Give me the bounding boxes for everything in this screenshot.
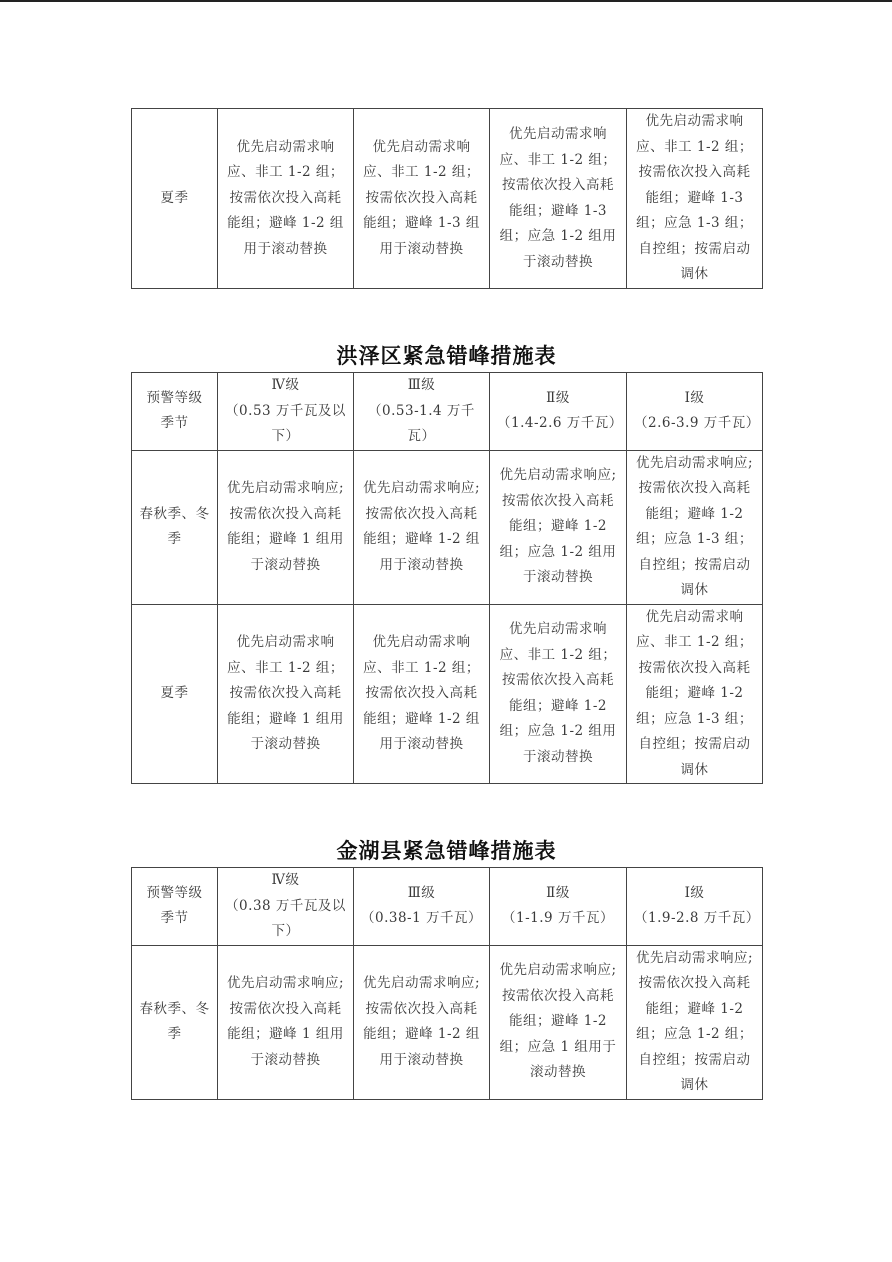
level-range: （0.38-1 万千瓦） <box>361 910 483 927</box>
level-range: （1.9-2.8 万千瓦） <box>634 910 760 927</box>
measure-cell-level-2: 优先启动需求响应、非工 1-2 组；按需依次投入高耗能组；避峰 1-2 组；应急 1-2 组用于滚动替换 <box>490 604 627 784</box>
level-header-cell <box>490 373 627 451</box>
level-range: （1.4-2.6 万千瓦） <box>497 415 623 432</box>
measure-cell-level-2: 优先启动需求响应;按需依次投入高耗能组；避峰 1-2 组；应急 1 组用于滚动替换 <box>490 945 627 1099</box>
level-range: （1-1.9 万千瓦） <box>502 910 614 927</box>
table-continued-summer <box>131 108 763 289</box>
level-header-cell <box>218 868 354 946</box>
section-title-hongze: 洪泽区紧急错峰措施表 <box>336 343 557 368</box>
corner-header-season-label: 季节 <box>160 910 189 927</box>
level-header-cell <box>627 373 763 451</box>
level-range: （0.53-1.4 万千瓦） <box>368 402 475 444</box>
season-cell: 夏季 <box>132 604 218 784</box>
measure-cell-level-3: 优先启动需求响应;按需依次投入高耗能组；避峰 1-2 组用于滚动替换 <box>354 945 490 1099</box>
section-title-jinhu: 金湖县紧急错峰措施表 <box>336 838 557 863</box>
corner-header-level-label: 预警等级 <box>146 884 203 901</box>
level-header-cell <box>354 868 490 946</box>
level-name: Ⅱ级 <box>546 884 570 901</box>
measure-cell-level-1: 优先启动需求响应、非工 1-2 组；按需依次投入高耗能组；避峰 1-3 组；应急 1-3 组；自控组；按需启动调休 <box>627 109 763 289</box>
corner-header-season-label: 季节 <box>160 415 189 432</box>
table-row <box>132 450 763 604</box>
measure-cell-level-4: 优先启动需求响应;按需依次投入高耗能组；避峰 1 组用于滚动替换 <box>218 450 354 604</box>
corner-header-cell <box>132 373 218 451</box>
level-range: （0.38 万千瓦及以下） <box>225 897 346 939</box>
measure-cell-level-4: 优先启动需求响应、非工 1-2 组；按需依次投入高耗能组；避峰 1-2 组用于滚动替换 <box>218 109 354 289</box>
measure-cell-level-1: 优先启动需求响应;按需依次投入高耗能组；避峰 1-2 组；应急 1-2 组；自控组；按需启动调休 <box>627 945 763 1099</box>
season-cell: 春秋季、冬季 <box>132 945 218 1099</box>
level-header-cell <box>490 868 627 946</box>
measure-cell-level-2: 优先启动需求响应、非工 1-2 组；按需依次投入高耗能组；避峰 1-3 组；应急 1-2 组用于滚动替换 <box>490 109 627 289</box>
level-header-cell <box>627 868 763 946</box>
measure-cell-level-3: 优先启动需求响应、非工 1-2 组；按需依次投入高耗能组；避峰 1-2 组用于滚动替换 <box>354 604 490 784</box>
level-name: Ⅳ级 <box>271 377 300 393</box>
level-name: Ⅱ级 <box>546 389 570 406</box>
level-name: Ⅲ级 <box>407 884 436 901</box>
measure-cell-level-1: 优先启动需求响应;按需依次投入高耗能组；避峰 1-2 组；应急 1-3 组；自控组；按需启动调休 <box>627 450 763 604</box>
corner-header-level-label: 预警等级 <box>146 389 203 406</box>
level-header-cell <box>218 373 354 451</box>
table-hongze <box>131 372 763 784</box>
table-jinhu <box>131 867 763 1100</box>
table-row <box>132 945 763 1099</box>
season-cell: 春秋季、冬季 <box>132 450 218 604</box>
level-range: （0.53 万千瓦及以下） <box>225 402 346 444</box>
table-header-row <box>132 868 763 946</box>
table-row <box>132 109 763 289</box>
measure-cell-level-2: 优先启动需求响应;按需依次投入高耗能组；避峰 1-2 组；应急 1-2 组用于滚动替换 <box>490 450 627 604</box>
measure-cell-level-4: 优先启动需求响应;按需依次投入高耗能组；避峰 1 组用于滚动替换 <box>218 945 354 1099</box>
table-row <box>132 604 763 784</box>
level-name: Ⅲ级 <box>407 377 436 393</box>
corner-header-cell <box>132 868 218 946</box>
page-top-border <box>0 0 892 2</box>
level-name: Ⅰ级 <box>684 884 705 901</box>
season-cell: 夏季 <box>132 109 218 289</box>
measure-cell-level-3: 优先启动需求响应、非工 1-2 组；按需依次投入高耗能组；避峰 1-3 组用于滚动替换 <box>354 109 490 289</box>
level-header-cell <box>354 373 490 451</box>
level-name: Ⅰ级 <box>684 389 705 406</box>
table-header-row <box>132 373 763 451</box>
measure-cell-level-3: 优先启动需求响应;按需依次投入高耗能组；避峰 1-2 组用于滚动替换 <box>354 450 490 604</box>
measure-cell-level-1: 优先启动需求响应、非工 1-2 组；按需依次投入高耗能组；避峰 1-2 组；应急 1-3 组；自控组；按需启动调休 <box>627 604 763 784</box>
level-name: Ⅳ级 <box>271 872 300 888</box>
measure-cell-level-4: 优先启动需求响应、非工 1-2 组；按需依次投入高耗能组；避峰 1 组用于滚动替换 <box>218 604 354 784</box>
level-range: （2.6-3.9 万千瓦） <box>634 415 760 432</box>
